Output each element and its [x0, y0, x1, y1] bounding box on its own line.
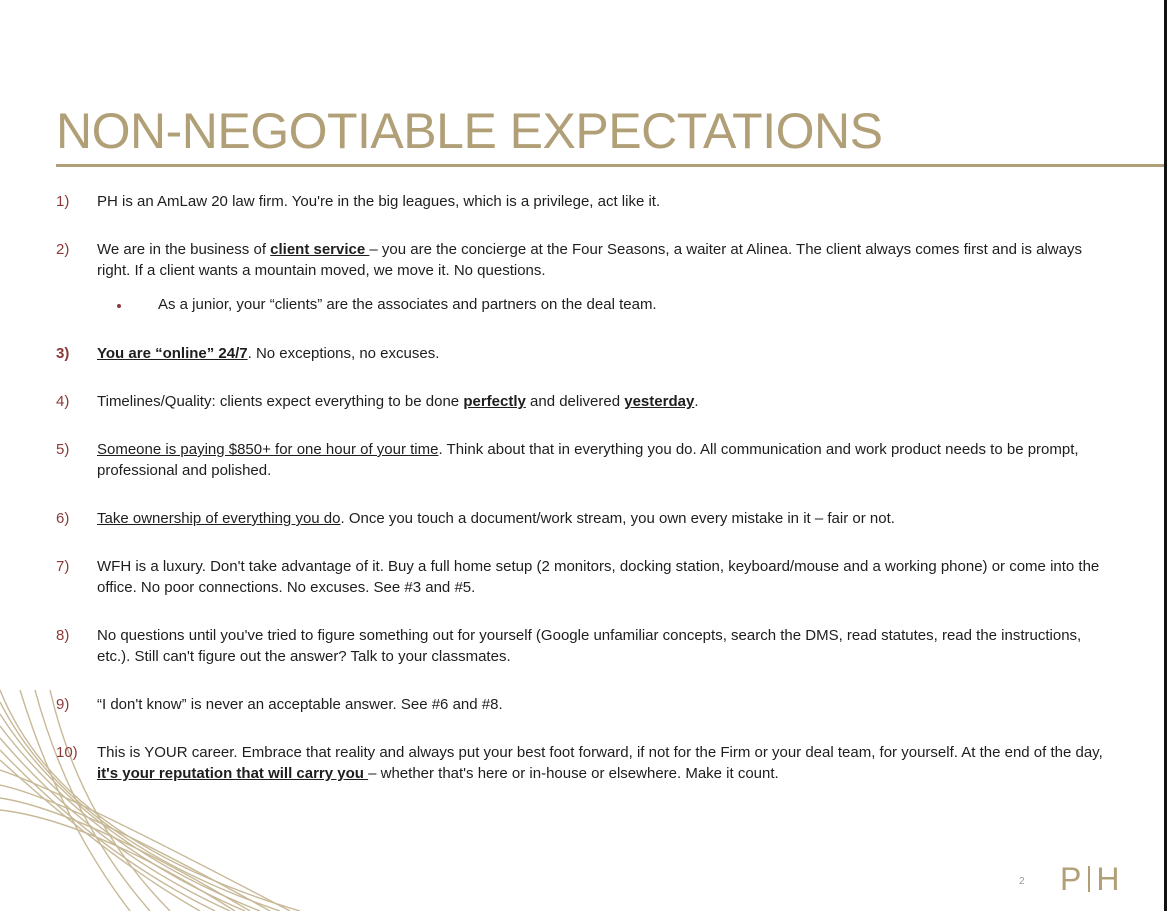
item-number: 5): [56, 441, 70, 458]
item-text: We are in the business of client service – you are the concierge at the Four Seasons, a waiter at Alinea. The client always comes first and is always right. If a client wants a mountain moved, we move it. No questions.: [97, 241, 1082, 279]
item-text: PH is an AmLaw 20 law firm. You're in the big leagues, which is a privilege, act like it.: [97, 193, 661, 210]
item-text: Take ownership of everything you do. Once you touch a document/work stream, you own every mistake in it – fair or not.: [97, 510, 895, 527]
item-text: WFH is a luxury. Don't take advantage of it. Buy a full home setup (2 monitors, docking station, keyboard/mouse and a working phone) or come into the office. No poor connections. No excuses. See #3 and #5.: [97, 558, 1100, 596]
emphasis-client-service: client service: [270, 241, 370, 258]
page-number: 2: [1019, 876, 1025, 887]
item-number: 1): [56, 193, 70, 210]
item-number: 9): [56, 696, 70, 713]
expectation-item-5: [56, 439, 1106, 481]
expectation-item-8: [56, 625, 1106, 667]
expectation-item-6: [56, 508, 1106, 529]
expectation-item-2: [56, 239, 1106, 281]
sub-bullet-text: As a junior, your “clients” are the associates and partners on the deal team.: [158, 296, 657, 313]
item-text: No questions until you've tried to figure something out for yourself (Google unfamiliar concepts, search the DMS, read statutes, read the instructions, etc.). Still can't figure out the answer? Talk to your classmates.: [97, 627, 1082, 665]
item-number: 3): [56, 345, 70, 362]
slide-title: NON-NEGOTIABLE EXPECTATIONS: [56, 103, 883, 159]
item-number: 10): [56, 744, 78, 761]
item-number: 2): [56, 241, 70, 258]
bullet-icon: [117, 304, 121, 308]
item-text: This is YOUR career. Embrace that reality and always put your best foot forward, if not for the Firm or your deal team, for yourself. At the end of the day, it's your reputation that will carry you – whether that's here or in-house or elsewhere. Make it count.: [97, 744, 1103, 782]
decorative-gold-lines-icon: [0, 690, 320, 911]
expectation-item-7: [56, 556, 1106, 598]
slide-right-border: [1164, 0, 1167, 911]
expectation-item-3: [56, 343, 1106, 364]
firm-logo: P H: [1060, 861, 1121, 897]
expectation-item-1: [56, 191, 1106, 212]
item-number: 8): [56, 627, 70, 644]
expectation-item-10: [56, 742, 1106, 784]
item-text: You are “online” 24/7. No exceptions, no excuses.: [97, 345, 440, 362]
title-divider: [56, 164, 1164, 167]
expectation-item-9: [56, 694, 1106, 715]
expectation-item-4: [56, 391, 1106, 412]
item-number: 4): [56, 393, 70, 410]
item-text: Someone is paying $850+ for one hour of your time. Think about that in everything you do. All communication and work product needs to be prompt, professional and polished.: [97, 441, 1079, 479]
item-text: “I don't know” is never an acceptable answer. See #6 and #8.: [97, 696, 503, 713]
item-number: 7): [56, 558, 70, 575]
item-number: 6): [56, 510, 70, 527]
item-text: Timelines/Quality: clients expect everything to be done perfectly and delivered yesterday.: [97, 393, 699, 410]
